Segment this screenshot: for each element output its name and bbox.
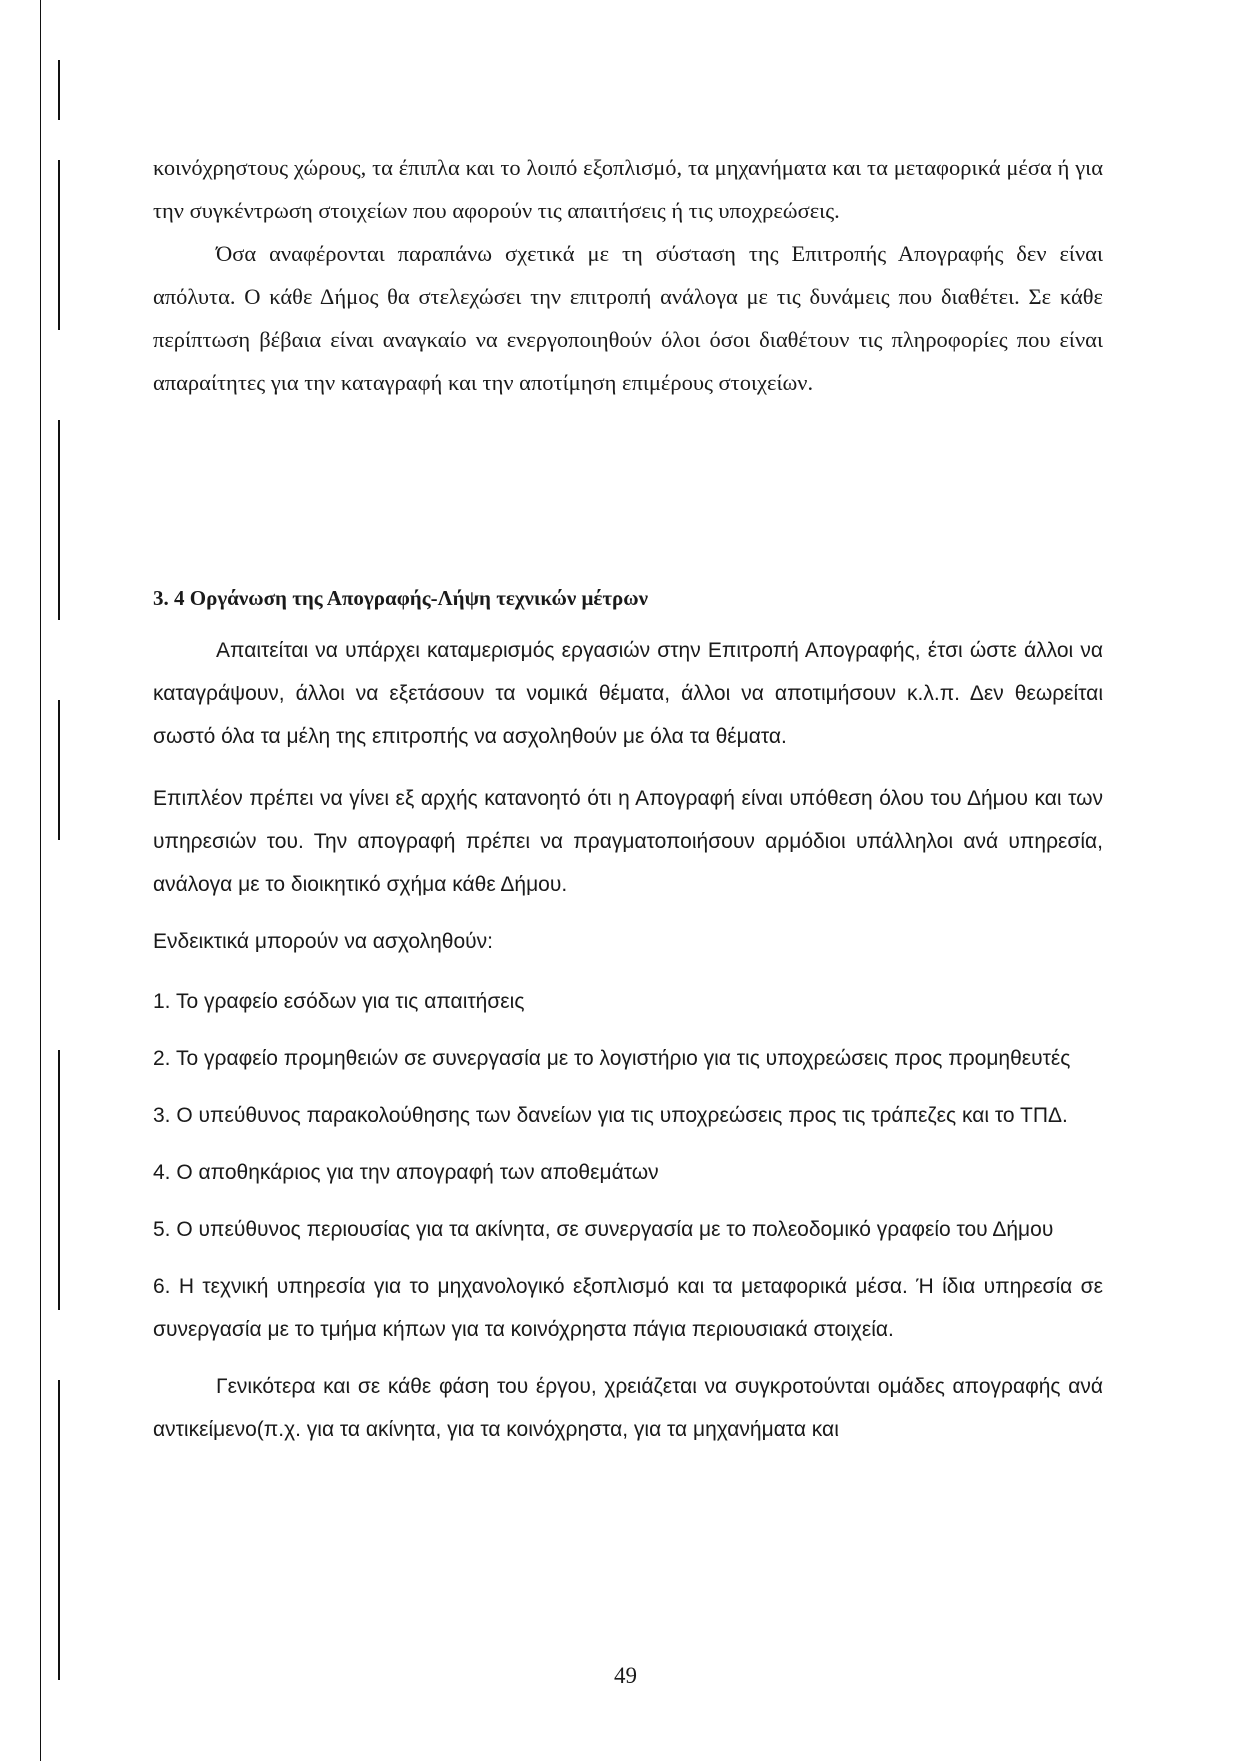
scan-edge-line xyxy=(58,700,60,840)
scan-edge-line xyxy=(58,420,60,620)
list-item: 6. Η τεχνική υπηρεσία για το μηχανολογικό εξοπλισμό και τα μεταφορικά μέσα. Ή ίδια υπηρεσία σε συνεργασία με το τμήμα κήπων για τα κοινόχρηστα πάγια περιουσιακά στοιχεία. xyxy=(153,1275,1103,1341)
section-heading: 3. 4 Οργάνωση της Απογραφής-Λήψη τεχνικών μέτρων xyxy=(153,586,648,610)
scan-edge-line xyxy=(58,60,60,120)
paragraph-continuation: κοινόχρηστους χώρους, τα έπιπλα και το λοιπό εξοπλισμό, τα μηχανήματα και τα μεταφορικά μέσα ή για την συγκέντρωση στοιχείων που αφορούν τις απαιτήσεις ή τις υποχρεώσεις. xyxy=(153,155,1103,223)
paragraph-division-of-work: Απαιτείται να υπάρχει καταμερισμός εργασιών στην Επιτροπή Απογραφής, έτσι ώστε άλλοι να καταγράψουν, άλλοι να εξετάσουν τα νομικά θέματα, άλλοι να αποτιμήσουν κ.λ.π. Δεν θεωρείται σωστό όλα τα μέλη της επιτροπής να ασχοληθούν με όλα τα θέματα. xyxy=(153,639,1103,748)
list-item: 4. Ο αποθηκάριος για την απογραφή των αποθεμάτων xyxy=(153,1161,659,1184)
list-item: 2. Το γραφείο προμηθειών σε συνεργασία με το λογιστήριο για τις υποχρεώσεις προς προμηθευτές xyxy=(153,1047,1071,1070)
paragraph-committee: Όσα αναφέρονται παραπάνω σχετικά με τη σύσταση της Επιτροπής Απογραφής δεν είναι απόλυτα. Ο κάθε Δήμος θα στελεχώσει την επιτροπή ανάλογα με τις δυνάμεις που διαθέτει. Σε κάθε περίπτωση βέβαια είναι αναγκαίο να ενεργοποιηθούν όλοι όσοι διαθέτουν τις πληροφορίες που είναι απαραίτητες για την καταγραφή και την αποτίμηση επιμέρους στοιχείων. xyxy=(153,241,1103,395)
list-item: 3. Ο υπεύθυνος παρακολούθησης των δανείων για τις υποχρεώσεις προς τις τράπεζες και το ΤΠΔ. xyxy=(153,1104,1068,1127)
scan-edge-line xyxy=(58,1050,60,1310)
paragraph-closing: Γενικότερα και σε κάθε φάση του έργου, χρειάζεται να συγκροτούνται ομάδες απογραφής ανά αντικείμενο(π.χ. για τα ακίνητα, για τα κοινόχρηστα, για τα μηχανήματα και xyxy=(153,1375,1103,1441)
scan-edge-line xyxy=(58,160,60,330)
paragraph-indicative: Ενδεικτικά μπορούν να ασχοληθούν: xyxy=(153,930,493,953)
paragraph-inventory-responsibility: Επιπλέον πρέπει να γίνει εξ αρχής κατανοητό ότι η Απογραφή είναι υπόθεση όλου του Δήμου και των υπηρεσιών του. Την απογραφή πρέπει να πραγματοποιήσουν αρμόδιοι υπάλληλοι ανά υπηρεσία, ανάλογα με το διοικητικό σχήμα κάθε Δήμου. xyxy=(153,787,1103,896)
top-text-block xyxy=(153,146,1103,404)
section-heading-block xyxy=(153,586,1103,611)
section-body-block xyxy=(153,629,1103,1451)
list-item: 1. Το γραφείο εσόδων για τις απαιτήσεις xyxy=(153,990,525,1013)
list-item: 5. Ο υπεύθυνος περιουσίας για τα ακίνητα, σε συνεργασία με το πολεοδομικό γραφείο του Δήμου xyxy=(153,1218,1054,1241)
page-number: 49 xyxy=(614,1663,637,1688)
scan-edge-line xyxy=(40,0,41,1761)
scan-edge-line xyxy=(58,1380,60,1680)
